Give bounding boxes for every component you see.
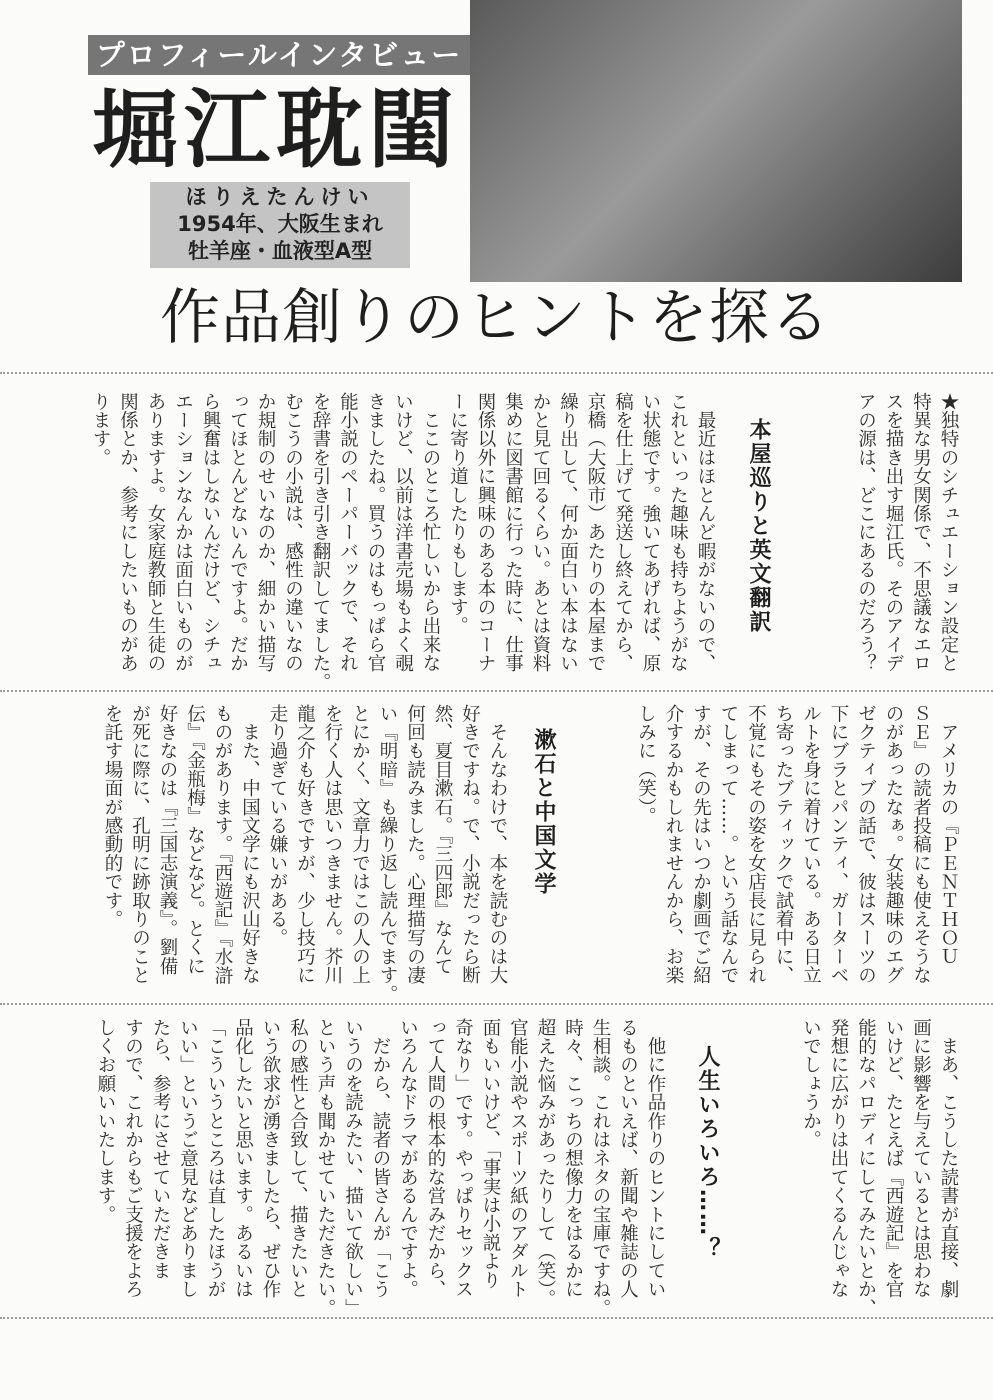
section-heading: 本屋巡りと英文翻訳 [746,418,771,634]
profile-birth: 1954年、大阪生まれ [177,212,383,236]
section-intro: アメリカの『ＰＥＮＴＨＯＵ ＳＥ』の読者投稿にも使えそうな のがあったなぁ。女装趣味のエグ ゼクティブの話で、彼はスーツの 下にブラとパンティ、ガーターベ ルトを身に着けている。ある日立 ち寄ったブティックで試着中に、 不覚にもその姿を女店長に見られ てしまって……。という話なんで すが、その先はいつか劇画でご紹 介するかもしれませんから、お楽 しみに（笑）。 [635,704,959,985]
profile-box [150,182,410,268]
divider [0,1317,993,1319]
profile-reading: ほりえたんけい [185,185,375,209]
section-body: 最近はほとんど暇がないので、 これといった趣味も持ちようがな い状態です。強いてあげれば、原 稿を仕上げて発送し終えてから、 京橋（大阪市）あたりの本屋まで 繰り出して、何か面白い本はない かと見て回るくらい。あとは資料 集めに図書館に行った時に、仕事 関係以外に興味のある本のコーナ ーに寄り道したりもします。 ここのところ忙しいから出来な いけど、以前は洋書売場もよく覗 きましたね。買うのはもっぱら官 能小説のペーパーバックで、それ を辞書を引き引き翻訳してました。 むこうの小説は、感性の違いなの か規制のせいなのか、細かい描写 ってほとんどないんですよ。だか ら興奮はしないんだけど、シチュ エーションなんかは面白いものが ありますよ。女家庭教師と生徒の 関係とか、参考にしたいものがあ ります。 [90,392,716,692]
section-heading: 人生いろいろ……？ [695,1045,720,1261]
article-title: 作品創りのヒントを探る [160,283,831,353]
author-name: 堀江耽閨 [92,80,460,180]
header-illustration [470,0,962,282]
profile-sign-blood: 牡羊座・血液型A型 [187,239,373,263]
lead-text: ★独特のシチュエーション設定と 特異な男女関係で、不思議なエロ スを描き出す堀江氏。そのアイデ アの源は、どこにあるのだろう？ [855,392,959,673]
divider [0,372,993,374]
section-body: 他に作品作りのヒントにしてい るものといえば、新聞や雑誌の人 生相談。これはネタの宝庫ですね。 時々、こっちの想像力をはるかに 超えた悩みがあったりして（笑）。 官能小説やスポーツ紙のアダルト 面もいいけど、「事実は小説より 奇なり」です。やっぱりセックス って人間の根本的な営みだから、 いろんなドラマがあるんですよ。 だから、読者の皆さんが「こう いうのを読みたい、描いて欲しい」 という声も聞かせていただきたい。 私の感性と合致して、描きたいと いう欲求が湧きましたら、ぜひ作 品化したいと思います。あるいは 「こういうところは直したほうが いい」というご意見などありまし たら、参考にさせていただきま すので、これからもご支援をよろ しくお願いいたします。 [95,1018,666,1318]
section-intro: まあ、こうした読書が直接、劇 画に影響を与えているとは思わな いけど、たとえば『西遊記』を官 能的なパロディにしてみたいとか、 発想に広がりは出てくるんじゃな いでしょうか。 [800,1018,959,1318]
section-body: そんなわけで、本を読むのは大 好きですね。で、小説だったら断 然、夏目漱石。『三四郎』なんて 何回も読みました。心理描写の凄 い『明暗』も繰り返し読んでます。 とにかく、文章力ではこの人の上 を行く人は思いつきません。芥川 龍之介も好きですが、少し技巧に 走り過ぎている嫌いがある。 また、中国文学にも沢山好きな ものがあります。『西遊記』『水滸 伝』『金瓶梅』などなど。とくに 好きなのは『三国志演義』。劉備 が死に際に、孔明に跡取りのこと を託す場面が感動的です。 [102,704,508,1004]
divider [0,1003,993,1005]
section-label: プロフィールインタビュー [88,35,470,75]
section-heading: 漱石と中国文学 [531,728,556,896]
